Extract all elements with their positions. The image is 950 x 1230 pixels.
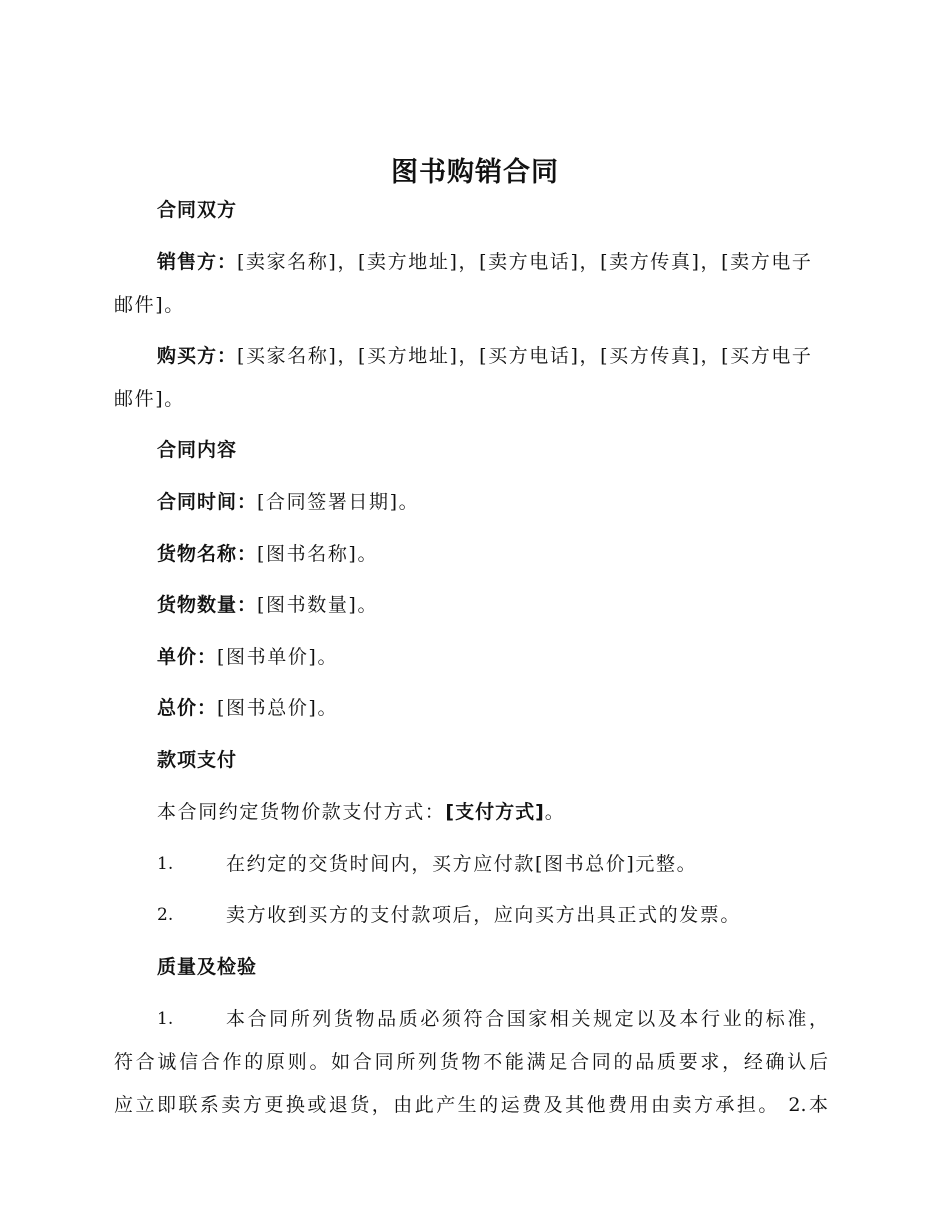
buyer-line-2: 邮件]。 — [114, 388, 185, 410]
goods-qty-label: 货物数量： — [157, 594, 258, 616]
payment-item-2-number: 2. — [157, 905, 174, 925]
contract-time-line — [157, 489, 419, 515]
contract-time-label: 合同时间： — [157, 491, 258, 513]
goods-name-value: [图书名称]。 — [257, 543, 379, 565]
quality-heading: 质量及检验 — [157, 956, 258, 978]
payment-heading: 款项支付 — [157, 749, 238, 771]
contract-time-value: [合同签署日期]。 — [257, 491, 420, 513]
content-heading: 合同内容 — [157, 439, 238, 461]
payment-method: [支付方式] — [445, 801, 545, 823]
goods-name-label: 货物名称： — [157, 543, 258, 565]
buyer-details: [买家名称]，[买方地址]，[买方电话]，[买方传真]，[买方电子 — [237, 345, 813, 367]
unit-price-label: 单价： — [157, 646, 218, 668]
payment-item-1-number: 1. — [157, 854, 174, 874]
unit-price-line — [157, 644, 338, 670]
buyer-label: 购买方： — [157, 345, 238, 367]
goods-qty-line — [157, 592, 378, 618]
quality-item-1-line-1: 本合同所列货物品质必须符合国家相关规定以及本行业的标准， — [226, 1008, 828, 1030]
buyer-line — [157, 343, 813, 369]
payment-intro-text: 本合同约定货物价款支付方式： — [157, 801, 446, 823]
seller-line-2: 邮件]。 — [114, 294, 185, 316]
payment-intro — [157, 799, 565, 825]
total-price-line — [157, 695, 338, 721]
quality-item-1-line-2: 符合诚信合作的原则。如合同所列货物不能满足合同的品质要求，经确认后 — [114, 1051, 828, 1073]
document-title: 图书购销合同 — [391, 157, 559, 188]
goods-qty-value: [图书数量]。 — [257, 594, 379, 616]
quality-item-1-line-3: 应立即联系卖方更换或退货，由此产生的运费及其他费用由卖方承担。 2.本 — [114, 1094, 828, 1116]
seller-label: 销售方： — [157, 251, 238, 273]
total-price-label: 总价： — [157, 697, 218, 719]
quality-item-1-number: 1. — [157, 1009, 174, 1029]
payment-intro-end: 。 — [544, 801, 566, 823]
total-price-value: [图书总价]。 — [217, 697, 339, 719]
payment-item-2-text: 卖方收到买方的支付款项后，应向买方出具正式的发票。 — [226, 904, 742, 926]
seller-line — [157, 249, 813, 275]
goods-name-line — [157, 541, 378, 567]
unit-price-value: [图书单价]。 — [217, 646, 339, 668]
payment-item-1-text: 在约定的交货时间内，买方应付款[图书总价]元整。 — [226, 853, 698, 875]
parties-heading: 合同双方 — [157, 199, 238, 221]
seller-details: [卖家名称]，[卖方地址]，[卖方电话]，[卖方传真]，[卖方电子 — [237, 251, 813, 273]
